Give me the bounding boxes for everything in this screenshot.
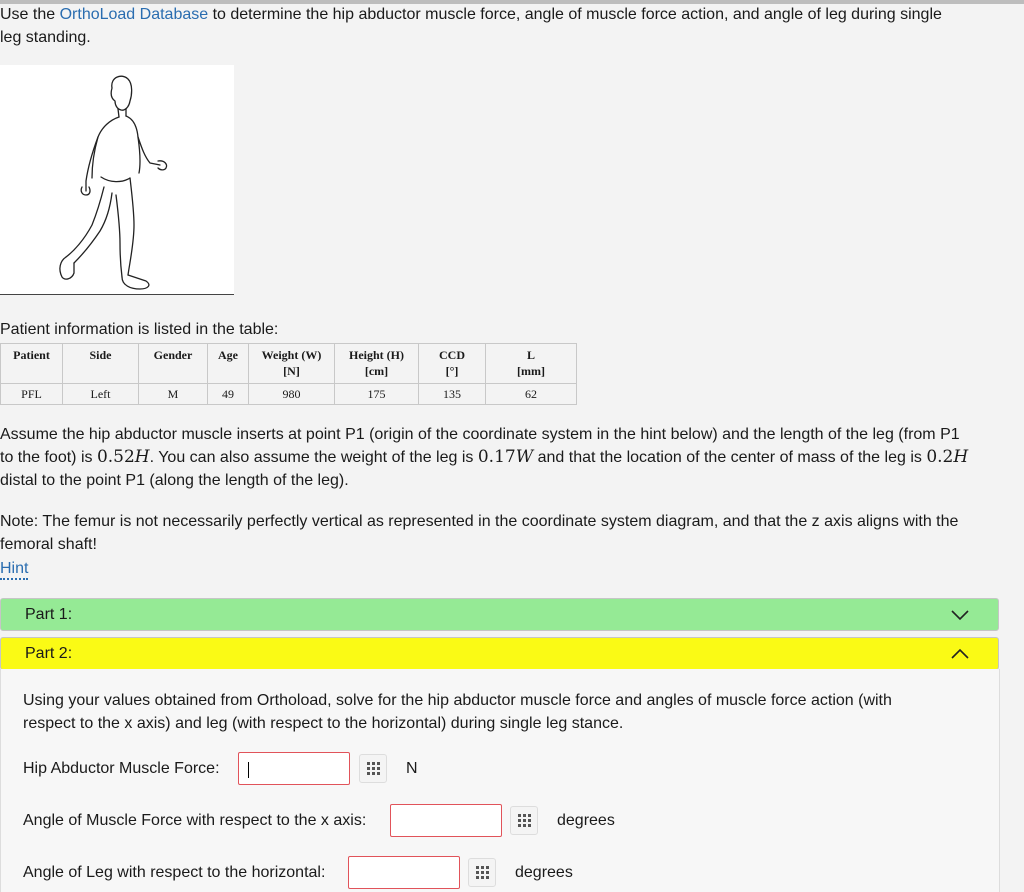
keypad-icon — [367, 762, 381, 776]
th-side: Side — [63, 344, 139, 384]
th-ccd: CCD [°] — [419, 344, 486, 384]
th-l: L [mm] — [486, 344, 577, 384]
cell-gender: M — [139, 384, 208, 405]
force-unit: N — [406, 760, 418, 777]
cell-height: 175 — [335, 384, 419, 405]
cell-weight: 980 — [249, 384, 335, 405]
keypad-icon — [518, 814, 532, 828]
keypad-icon — [476, 866, 490, 880]
cell-age: 49 — [208, 384, 249, 405]
cell-patient: PFL — [1, 384, 63, 405]
cell-side: Left — [63, 384, 139, 405]
table-header-row — [1, 344, 577, 384]
chevron-down-icon — [950, 609, 970, 621]
angle-leg-keypad-button[interactable] — [468, 858, 496, 887]
table-caption: Patient information is listed in the table: — [0, 321, 279, 338]
walking-person-icon — [0, 65, 234, 295]
part1-header[interactable] — [0, 598, 999, 631]
th-patient: Patient — [1, 344, 63, 384]
math-leg-weight: 0.17W — [477, 447, 534, 467]
walking-figure — [0, 65, 234, 295]
th-age: Age — [208, 344, 249, 384]
th-weight: Weight (W) [N] — [249, 344, 335, 384]
cell-l: 62 — [486, 384, 577, 405]
orthoload-link[interactable]: OrthoLoad Database — [59, 6, 209, 23]
patient-table — [0, 343, 577, 405]
force-label: Hip Abductor Muscle Force: — [23, 760, 220, 777]
text-caret — [248, 762, 249, 778]
hint-link[interactable]: Hint — [0, 560, 28, 580]
part2-label: Part 2: — [25, 645, 73, 662]
angle-leg-input[interactable] — [348, 856, 460, 889]
part1-label: Part 1: — [25, 606, 73, 623]
part2-panel — [0, 669, 1000, 892]
th-height: Height (H) [cm] — [335, 344, 419, 384]
angle-x-keypad-button[interactable] — [510, 806, 538, 835]
force-input[interactable] — [238, 752, 350, 785]
intro-line2: leg standing. — [0, 29, 91, 46]
math-leg-length: 0.52H — [96, 447, 150, 467]
part2-header[interactable] — [0, 637, 999, 670]
th-gender: Gender — [139, 344, 208, 384]
intro-text — [0, 3, 942, 49]
table-row — [1, 384, 577, 405]
intro-prefix: Use the — [0, 6, 60, 23]
angle-x-unit: degrees — [557, 812, 615, 829]
chevron-up-icon — [950, 648, 970, 660]
angle-x-input[interactable] — [390, 804, 502, 837]
angle-leg-unit: degrees — [515, 864, 573, 881]
intro-suffix: to determine the hip abductor muscle force, angle of muscle force action, and angle of leg during single — [208, 6, 942, 23]
assumption-text: Assume the hip abductor muscle inserts at point P1 (origin of the coordinate system in the hint below) and the length of the leg (from P1 to the foot) is 0.52H. You can also assume the weight of the leg is 0.17W and that the location of the center of mass of the leg is 0.2H distal to the point P1 (along the length of the leg). — [0, 426, 969, 489]
ground-line — [0, 294, 234, 295]
math-com: 0.2H — [926, 447, 969, 467]
angle-x-label: Angle of Muscle Force with respect to the x axis: — [23, 812, 367, 829]
force-keypad-button[interactable] — [359, 754, 387, 783]
note-text: Note: The femur is not necessarily perfectly vertical as represented in the coordinate system diagram, and that the z axis aligns with the femoral shaft! — [0, 513, 959, 553]
cell-ccd: 135 — [419, 384, 486, 405]
part2-question: Using your values obtained from Orthoload, solve for the hip abductor muscle force and angles of muscle force action (with respect to the x axis) and leg (with respect to the horizontal) during single leg stance. — [23, 692, 892, 732]
angle-leg-label: Angle of Leg with respect to the horizontal: — [23, 864, 326, 881]
